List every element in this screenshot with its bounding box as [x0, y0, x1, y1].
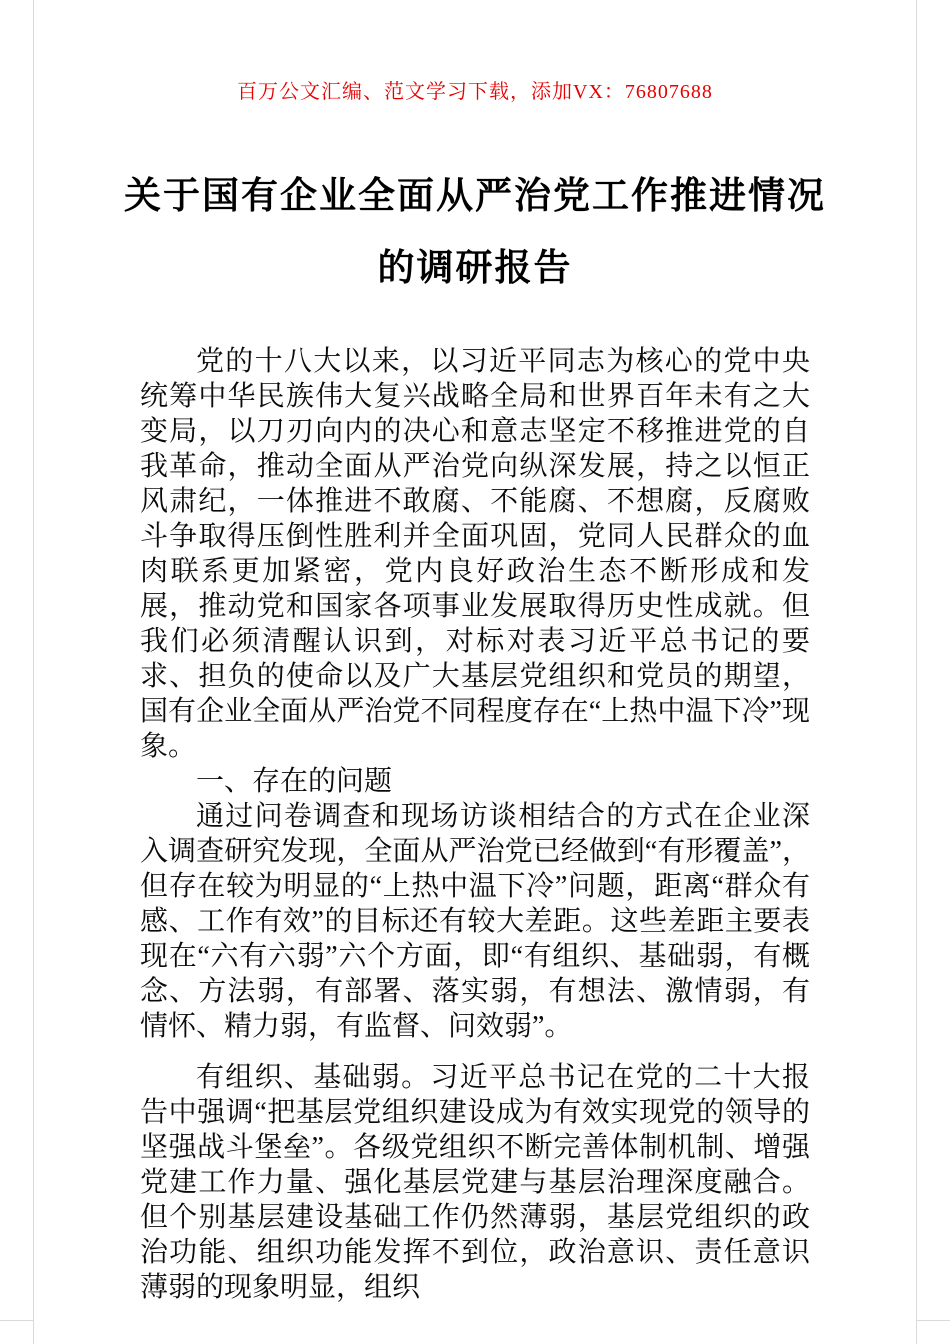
body-paragraph-3: 有组织、基础弱。习近平总书记在党的二十大报告中强调“把基层党组织建设成为有效实现党的领导的坚强战斗堡垒”。各级党组织不断完善体制机制、增强党建工作力量、强化基层党建与基层治理深度融合。但个别基层建设基础工作仍然薄弱，基层党组织的政治功能、组织功能发挥不到位，政治意识、责任意识薄弱的现象明显，组织 — [140, 1062, 810, 1303]
body-paragraph-2: 通过问卷调查和现场访谈相结合的方式在企业深入调查研究发现，全面从严治党已经做到“有形覆盖”，但存在较为明显的“上热中温下冷”问题，距离“群众有感、工作有效”的目标还有较大差距。这些差距主要表现在“六有六弱”六个方面，即“有组织、基础弱，有概念、方法弱，有部署、落实弱，有想法、激情弱，有情怀、精力弱，有监督、问效弱”。 — [140, 801, 810, 1042]
document-body — [140, 344, 810, 1305]
section-heading: 一、存在的问题 — [196, 766, 393, 797]
document-title — [80, 160, 870, 304]
page-border-bottom-left — [0, 1320, 33, 1321]
title-line-1: 关于国有企业全面从严治党工作推进情况 — [124, 175, 826, 216]
body-paragraph-1: 党的十八大以来，以习近平同志为核心的党中央统筹中华民族伟大复兴战略全局和世界百年未有之大变局，以刀刃向内的决心和意志坚定不移推进党的自我革命，推动全面从严治党向纵深发展，持之以恒正风肃纪，一体推进不敢腐、不能腐、不想腐，反腐败斗争取得压倒性胜利并全面巩固，党同人民群众的血肉联系更加紧密，党内良好政治生态不断形成和发展，推动党和国家各项事业发展取得历史性成就。但我们必须清醒认识到，对标对表习近平总书记的要求、担负的使命以及广大基层党组织和党员的期望，国有企业全面从严治党不同程度存在“上热中温下冷”现象。 — [140, 346, 810, 762]
title-line-2: 的调研报告 — [377, 247, 573, 288]
page-border-bottom-right — [917, 1320, 950, 1321]
page-border-left — [33, 0, 34, 1344]
header-notice: 百万公文汇编、范文学习下载，添加VX：76807688 — [237, 81, 713, 103]
page-border-right — [916, 0, 917, 1344]
